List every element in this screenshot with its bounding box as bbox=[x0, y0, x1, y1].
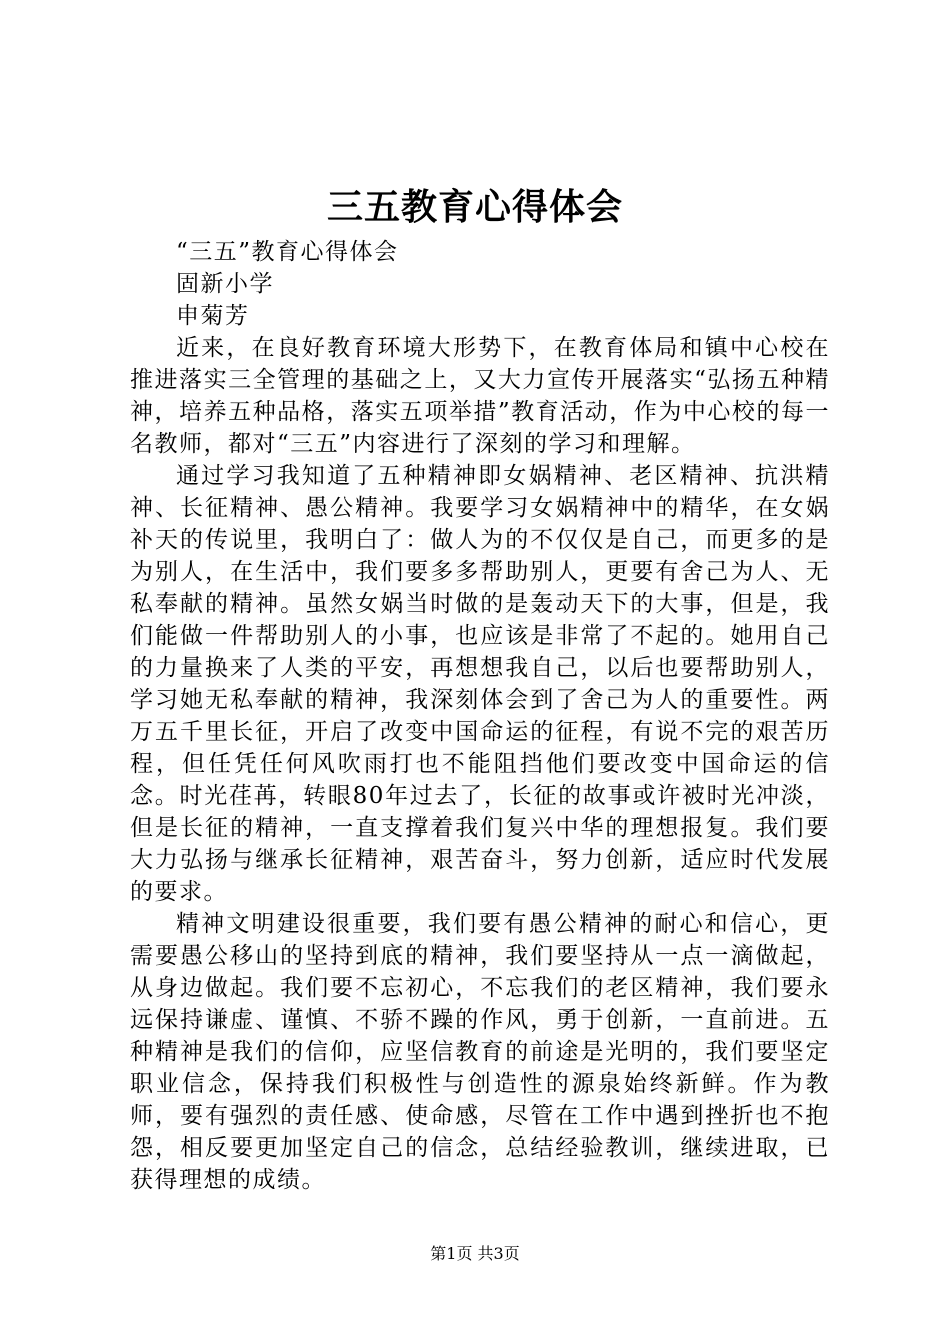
body-paragraph: 通过学习我知道了五种精神即女娲精神、老区精神、抗洪精神、长征精神、愚公精神。我要学习女娲精神中的精华，在女娲补天的传说里，我明白了：做人为的不仅仅是自己，而更多的是为别人，在生活中，我们要多多帮助别人，更要有舍己为人、无私奉献的精神。虽然女娲当时做的是轰动天下的大事，但是，我们能做一件帮助别人的小事，也应该是非常了不起的。她用自己的力量换来了人类的平安，再想想我自己，以后也要帮助别人，学习她无私奉献的精神，我深刻体会到了舍己为人的重要性。两万五千里长征，开启了改变中国命运的征程，有说不完的艰苦历程，但任凭任何风吹雨打也不能阻挡他们要改变中国命运的信念。时光荏苒，转眼80年过去了，长征的故事或许被时光冲淡，但是长征的精神，一直支撑着我们复兴中华的理想报复。我们要大力弘扬与继承长征精神，艰苦奋斗，努力创新，适应时代发展的要求。 bbox=[130, 463, 830, 905]
document-body bbox=[130, 236, 830, 1196]
document-title: 三五教育心得体会 bbox=[326, 186, 623, 228]
body-paragraph: 精神文明建设很重要，我们要有愚公精神的耐心和信心，更需要愚公移山的坚持到底的精神，我们要坚持从一点一滴做起，从身边做起。我们要不忘初心，不忘我们的老区精神，我们要永远保持谦虚、谨慎、不骄不躁的作风，勇于创新，一直前进。五种精神是我们的信仰，应坚信教育的前途是光明的，我们要坚定职业信念，保持我们积极性与创造性的源泉始终新鲜。作为教师，要有强烈的责任感、使命感，尽管在工作中遇到挫折也不抱怨，相反要更加坚定自己的信念，总结经验教训，继续进取，已获得理想的成绩。 bbox=[130, 911, 830, 1193]
subtitle-paragraph: “三五”教育心得体会 bbox=[176, 239, 399, 265]
author-paragraph: 申菊芳 bbox=[176, 303, 250, 329]
page-footer: 第1页 共3页 bbox=[430, 1244, 520, 1263]
school-paragraph: 固新小学 bbox=[176, 271, 274, 297]
body-paragraph: 近来，在良好教育环境大形势下，在教育体局和镇中心校在推进落实三全管理的基础之上，又大力宣传开展落实“弘扬五种精神，培养五种品格，落实五项举措”教育活动，作为中心校的每一名教师，都对“三五”内容进行了深刻的学习和理解。 bbox=[130, 335, 830, 457]
